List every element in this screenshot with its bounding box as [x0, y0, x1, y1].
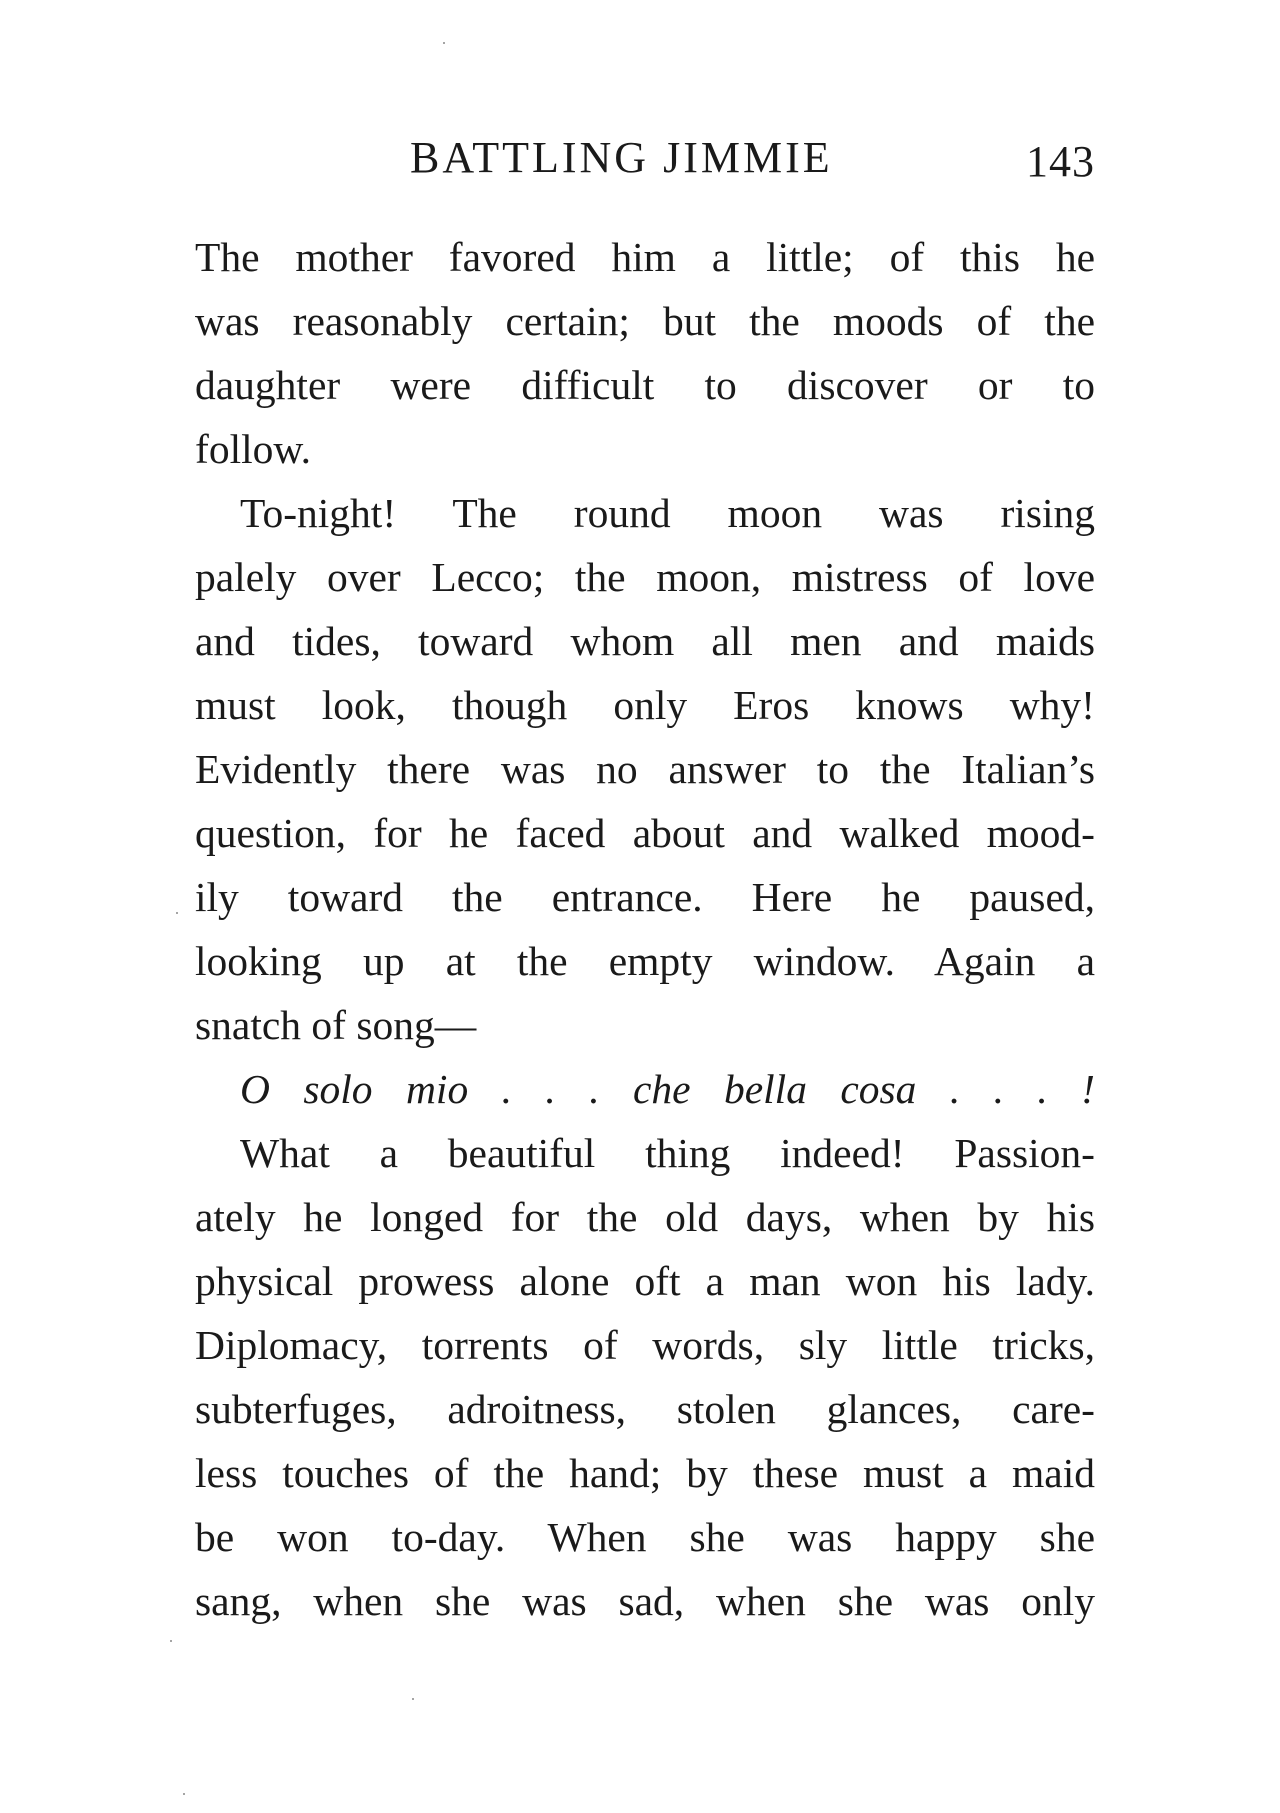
paper-speck: [176, 912, 178, 914]
text-line: What a beautiful thing indeed! Passion-: [240, 1130, 1095, 1176]
text-line: daughter were difficult to discover or to: [195, 362, 1095, 408]
page-number: 143: [1026, 137, 1095, 186]
text-line: Evidently there was no answer to the Italian’s: [195, 746, 1095, 792]
text-line: palely over Lecco; the moon, mistress of love: [195, 554, 1095, 600]
running-title: BATTLING JIMMIE: [410, 133, 833, 182]
body-text: [195, 225, 1095, 1633]
text-line: looking up at the empty window. Again a: [195, 938, 1095, 984]
text-line: and tides, toward whom all men and maids: [195, 618, 1095, 664]
page-header: [195, 128, 1095, 188]
text-line: was reasonably certain; but the moods of the: [195, 298, 1095, 344]
text-line: question, for he faced about and walked mood-: [195, 810, 1095, 856]
text-line: The mother favored him a little; of this he: [195, 234, 1095, 280]
text-line: snatch of song—: [195, 1002, 477, 1048]
text-line: ately he longed for the old days, when by his: [195, 1194, 1095, 1240]
text-line: physical prowess alone oft a man won his lady.: [195, 1258, 1095, 1304]
text-line: follow.: [195, 426, 312, 472]
text-line: sang, when she was sad, when she was only: [195, 1578, 1095, 1624]
paper-speck: [170, 1640, 172, 1642]
text-line: must look, though only Eros knows why!: [195, 682, 1095, 728]
text-line: subterfuges, adroitness, stolen glances, care-: [195, 1386, 1095, 1432]
text-line: Diplomacy, torrents of words, sly little tricks,: [195, 1322, 1095, 1368]
paper-speck: [443, 42, 445, 44]
paper-speck: [412, 1698, 414, 1700]
text-line: ily toward the entrance. Here he paused,: [195, 874, 1095, 920]
text-line: less touches of the hand; by these must a maid: [195, 1450, 1095, 1496]
song-line: O solo mio . . . che bella cosa . . . !: [240, 1066, 1095, 1112]
paper-speck: [183, 1793, 185, 1795]
text-line: be won to-day. When she was happy she: [195, 1514, 1095, 1560]
text-line: To-night! The round moon was rising: [240, 490, 1095, 536]
